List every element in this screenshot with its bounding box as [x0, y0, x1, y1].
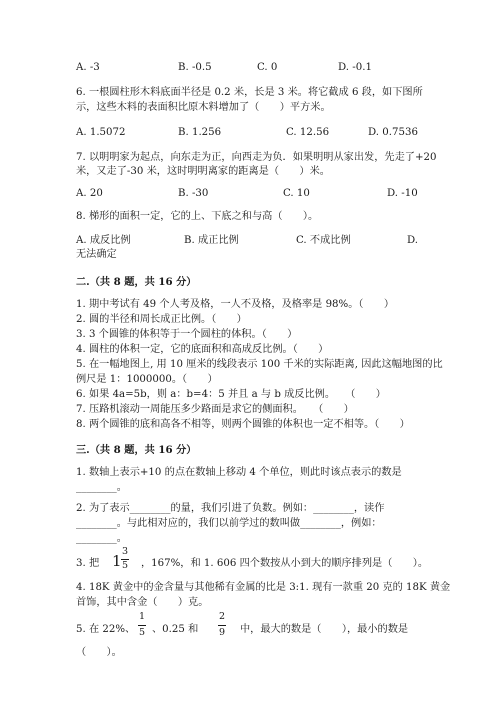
s3-q3-prefix: 3. 把: [76, 558, 100, 569]
s2-line-3: 3. 3 个圆锥的体积等于一个圆柱的体积。（ ）: [76, 329, 298, 340]
s3-q1-line-1: 1. 数轴上表示+10 的点在数轴上移动 4 个单位，则此时该点表示的数是: [76, 467, 402, 478]
mixed-number-denominator: 5: [121, 560, 129, 571]
section-3-heading: 三.（共 8 题，共 16 分）: [76, 444, 197, 456]
s2-line-2: 2. 圆的半径和周长成正比例。（ ）: [76, 314, 247, 325]
q7-option-d: D. -10: [387, 188, 418, 199]
option-c: C. 0: [257, 62, 278, 73]
s2-line-8: 7. 压路机滚动一周能压多少路面是求它的侧面积。 （ ）: [76, 404, 354, 415]
q8-option-b: B. 成正比例: [184, 235, 239, 246]
s3-q3-suffix: ，167%，和 1. 606 四个数按从小到大的顺序排列是（ ）。: [141, 558, 429, 569]
mixed-number-numerator: 3: [121, 546, 129, 557]
s3-q5-part-a: 5. 在 22%、: [76, 624, 136, 635]
option-b: B. -0.5: [178, 62, 212, 73]
fraction-2-bar: [218, 625, 226, 626]
s3-q2-line-3: ________。: [76, 533, 127, 544]
section-2-heading: 二.（共 8 题，共 16 分）: [76, 276, 197, 288]
q6-option-b: B. 1.256: [178, 127, 222, 138]
q6-option-c: C. 12.56: [286, 127, 330, 138]
s2-line-6: 例尺是 1：1000000。（ ）: [76, 374, 218, 385]
s3-q4-line-2: 首饰，其中含金（ ）克。: [76, 597, 209, 608]
fraction-2-denominator: 9: [218, 627, 226, 638]
q6-option-a: A. 1.5072: [76, 127, 126, 138]
fraction-1-bar: [138, 625, 146, 626]
q8-option-d-text: 无法确定: [76, 249, 117, 260]
question-7-line-2: 米，又走了-30 米，这时明明离家的距离是（ ）米。: [76, 166, 330, 177]
q6-option-d: D. 0.7536: [368, 127, 418, 138]
s2-line-5: 5. 在一幅地图上, 用 10 厘米的线段表示 100 千米的实际距离, 因此这幅地图的比: [76, 359, 443, 370]
s3-q2-line-2: ________。与此相对应的，我们以前学过的数叫做________，例如：: [76, 518, 382, 529]
s2-line-9: 8. 两个圆锥的底和高各不相等，则两个圆锥的体积也一定不相等。（ ）: [76, 419, 410, 430]
mixed-number-whole: 1: [112, 552, 122, 570]
option-d: D. -0.1: [338, 62, 372, 73]
question-6-line-1: 6. 一根圆柱形木料底面半径是 0.2 米，长是 3 米。将它截成 6 段，如下图所: [76, 87, 423, 98]
s3-q5-part-c: 中，最大的数是（ ），最小的数是: [240, 624, 409, 635]
s3-q5-part-b: 、0.25 和: [152, 624, 199, 635]
q7-option-c: C. 10: [283, 188, 310, 199]
q8-option-c: C. 不成比例: [296, 235, 351, 246]
s2-line-7: 6. 如果 4a=5b，则 a：b=4：5 并且 a 与 b 成反比例。 （ ）: [76, 389, 386, 400]
s3-q4-line-1: 4. 18K 黄金中的金含量与其他稀有金属的比是 3:1. 现有一款重 20 克的 18K 黄金: [76, 582, 451, 593]
fraction-2-numerator: 2: [218, 611, 226, 622]
fraction-1-numerator: 1: [138, 611, 146, 622]
fraction-1-denominator: 5: [138, 627, 146, 638]
question-6-line-2: 示，这些木料的表面积比原木料增加了（ ）平方米。: [76, 102, 331, 113]
s3-q2-line-1: 2. 为了表示________的量，我们引进了负数。例如：________，读作: [76, 503, 385, 514]
s3-q5-line-2: （ ）。: [76, 647, 122, 658]
question-8-line: 8. 梯形的面积一定，它的上、下底之和与高（ ）。: [76, 211, 319, 222]
q8-option-a: A. 成反比例: [76, 235, 131, 246]
s2-line-1: 1. 期中考试有 49 个人考及格，一人不及格，及格率是 98%。（ ）: [76, 299, 395, 310]
q7-option-b: B. -30: [178, 188, 209, 199]
s2-line-4: 4. 圆柱的体积一定，它的底面积和高成反比例。（ ）: [76, 344, 329, 355]
s3-q1-line-2: ________。: [76, 482, 127, 493]
q8-option-d: D.: [407, 235, 419, 246]
question-7-line-1: 7. 以明明家为起点，向东走为正，向西走为负．如果明明从家出发，先走了+20: [76, 152, 437, 163]
q7-option-a: A. 20: [76, 188, 103, 199]
option-a: A. -3: [76, 62, 100, 73]
